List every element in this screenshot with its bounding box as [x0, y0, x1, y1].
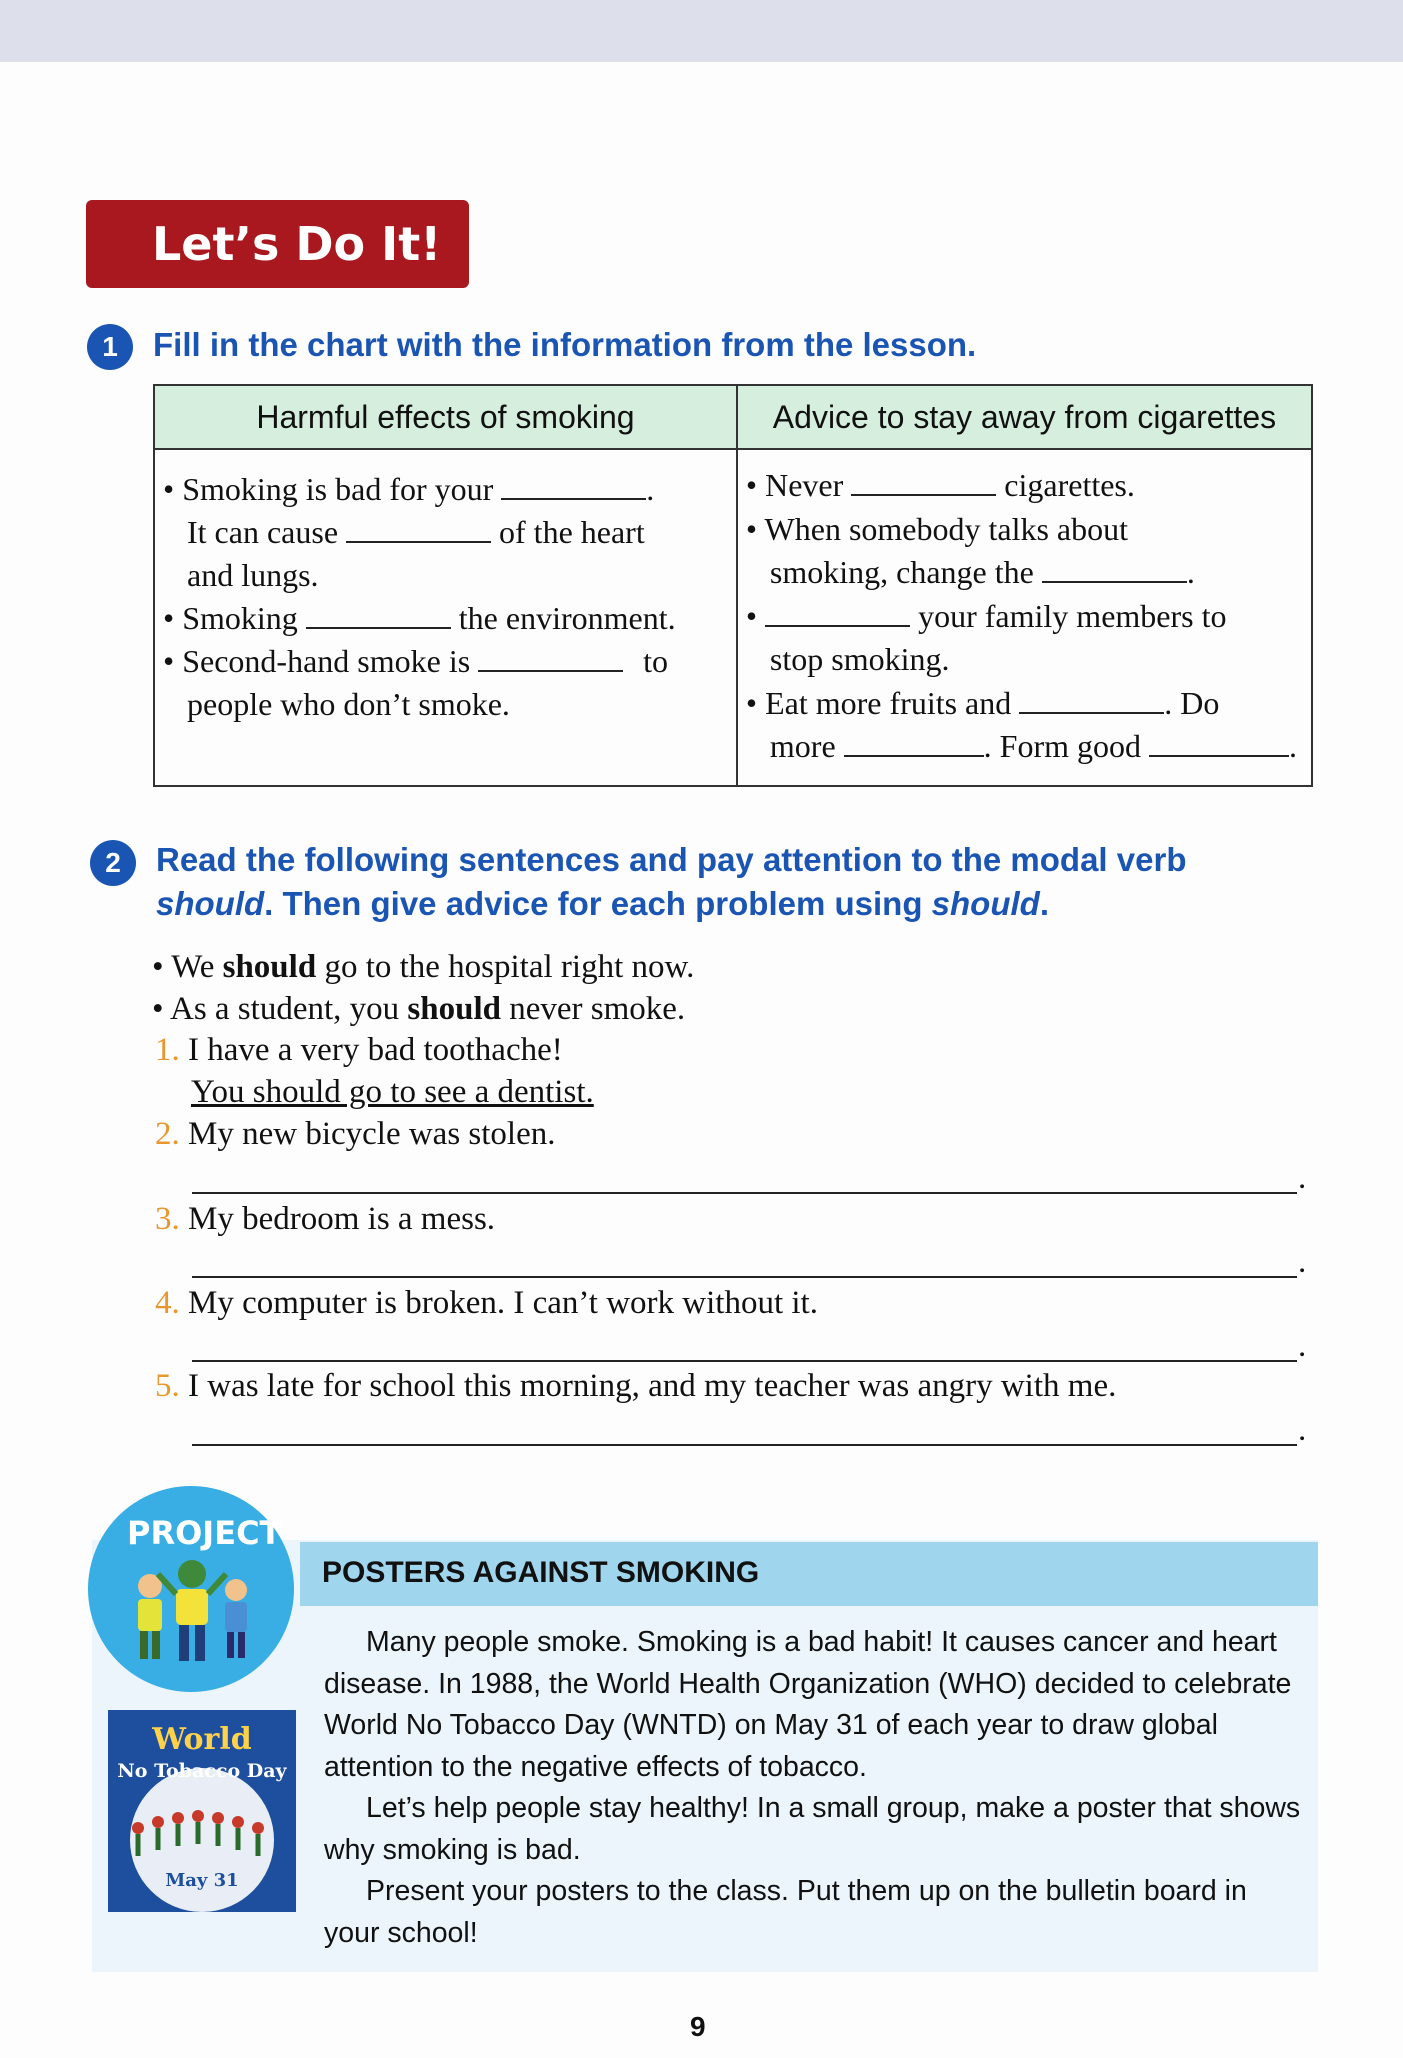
problem-text: My bedroom is a mess.	[188, 1201, 496, 1237]
chart-text: • Smoking is bad for your	[163, 471, 494, 507]
answer-line[interactable]	[192, 1444, 1297, 1446]
chart-text: people who don’t smoke.	[187, 686, 510, 722]
project-paragraph: Many people smoke. Smoking is a bad habit! It causes cancer and heart disease. In 1988, the World Health Organization (WHO) decided to celebrate World No Tobacco Day (WNTD) on May 31 of each year to draw global attention to the negative effects of tobacco.	[324, 1626, 1292, 1783]
advice-cell	[737, 449, 1312, 786]
answer-blank[interactable]	[346, 511, 491, 543]
example-text: go to the hospital right now.	[316, 949, 695, 985]
world-no-tobacco-day-poster	[108, 1710, 296, 1912]
chart-text: the environment.	[458, 600, 676, 636]
project-paragraph: Present your posters to the class. Put them up on the bulletin board in your school!	[324, 1875, 1247, 1949]
exercise-2-number: 2	[90, 840, 136, 886]
chart-text: to	[643, 643, 669, 679]
fill-in-chart	[153, 384, 1313, 787]
chart-text: •	[745, 597, 758, 634]
item-number: 3.	[155, 1201, 180, 1237]
chart-text: .	[646, 471, 655, 507]
example-sentence	[152, 988, 685, 1030]
answer-blank[interactable]	[306, 597, 451, 629]
answer-blank[interactable]	[1019, 682, 1164, 714]
modal-verb: should	[222, 949, 317, 985]
answer-blank[interactable]	[1042, 551, 1187, 583]
problem-text: My computer is broken. I can’t work without it.	[188, 1285, 818, 1321]
answer-period: .	[1298, 1328, 1307, 1364]
problem-text: I was late for school this morning, and my teacher was angry with me.	[188, 1368, 1117, 1404]
example-text: • We	[152, 949, 223, 985]
poster-subtitle: No Tobacco Day	[117, 1760, 287, 1782]
chart-text: .	[1186, 554, 1195, 590]
project-label: PROJECT	[127, 1514, 282, 1552]
problem-item	[155, 1029, 563, 1071]
problem-item	[155, 1282, 818, 1324]
chart-text: • When somebody talks about	[745, 510, 1129, 547]
answer-line[interactable]	[192, 1360, 1297, 1362]
instruction-text: . Then give advice for each problem using	[264, 885, 932, 922]
chart-text: smoking, change the	[769, 554, 1034, 590]
chart-text: • Second-hand smoke is	[163, 643, 471, 679]
chart-text: . Form good	[983, 728, 1141, 764]
instruction-italic: should	[931, 885, 1040, 922]
answer-blank[interactable]	[765, 595, 910, 627]
project-paragraph: Let’s help people stay healthy! In a small group, make a poster that shows why smoking is bad.	[324, 1792, 1301, 1866]
problem-item	[155, 1198, 495, 1240]
answer-blank[interactable]	[844, 725, 984, 757]
lets-do-it-banner: Let’s Do It!	[86, 200, 469, 288]
page-number: 9	[690, 2011, 706, 2042]
problem-text: My new bicycle was stolen.	[188, 1116, 556, 1152]
chart-text: cigarettes.	[1004, 467, 1135, 503]
project-text	[324, 1622, 1304, 1954]
instruction-text: .	[1039, 885, 1049, 922]
sample-answer: You should go to see a dentist.	[191, 1074, 594, 1110]
problem-item	[155, 1113, 556, 1155]
chart-text: of the heart	[499, 514, 645, 550]
project-title: POSTERS AGAINST SMOKING	[322, 1556, 760, 1589]
chart-text: your family members to	[918, 597, 1227, 634]
chart-text: and lungs.	[187, 557, 319, 593]
answer-period: .	[1298, 1244, 1307, 1280]
chart-header-advice: Advice to stay away from cigarettes	[737, 385, 1312, 449]
item-number: 2.	[155, 1116, 180, 1152]
problem-item	[155, 1365, 1116, 1407]
instruction-italic: should	[156, 885, 265, 922]
chart-text: • Smoking	[163, 600, 298, 636]
answer-line[interactable]	[192, 1192, 1297, 1194]
exercise-2-instruction-line1: Read the following sentences and pay attention to the modal verb	[156, 841, 1187, 878]
answer-period: .	[1298, 1160, 1307, 1196]
example-text: • As a student, you	[152, 991, 408, 1027]
chart-text: . Do	[1164, 684, 1220, 721]
harmful-effects-cell	[154, 449, 737, 786]
problem-text: I have a very bad toothache!	[188, 1032, 563, 1068]
answer-line[interactable]	[192, 1276, 1297, 1278]
chart-text: • Never	[745, 467, 844, 503]
answer-blank[interactable]	[501, 468, 646, 500]
chart-text: .	[1289, 728, 1297, 764]
exercise-2-instruction-line2	[156, 882, 1049, 926]
item-number: 4.	[155, 1285, 180, 1321]
top-band	[0, 0, 1403, 62]
chart-text: • Eat more fruits and	[745, 684, 1012, 721]
chart-header-harmful-effects: Harmful effects of smoking	[154, 385, 737, 449]
example-sentence	[152, 946, 694, 988]
modal-verb: should	[407, 991, 501, 1027]
answer-blank[interactable]	[1149, 725, 1289, 757]
item-number: 5.	[155, 1368, 180, 1404]
exercise-1-instruction: Fill in the chart with the information from the lesson.	[153, 326, 977, 363]
chart-text: stop smoking.	[769, 641, 950, 677]
exercise-1-number: 1	[87, 324, 133, 370]
poster-date: May 31	[165, 1870, 239, 1891]
answer-blank[interactable]	[851, 464, 996, 496]
example-text: never smoke.	[500, 991, 686, 1027]
poster-title: World	[152, 1722, 252, 1757]
chart-text: It can cause	[187, 514, 339, 550]
answer-period: .	[1298, 1412, 1307, 1448]
item-number: 1.	[155, 1032, 180, 1068]
chart-text: more	[769, 728, 836, 764]
answer-blank[interactable]	[478, 640, 623, 672]
